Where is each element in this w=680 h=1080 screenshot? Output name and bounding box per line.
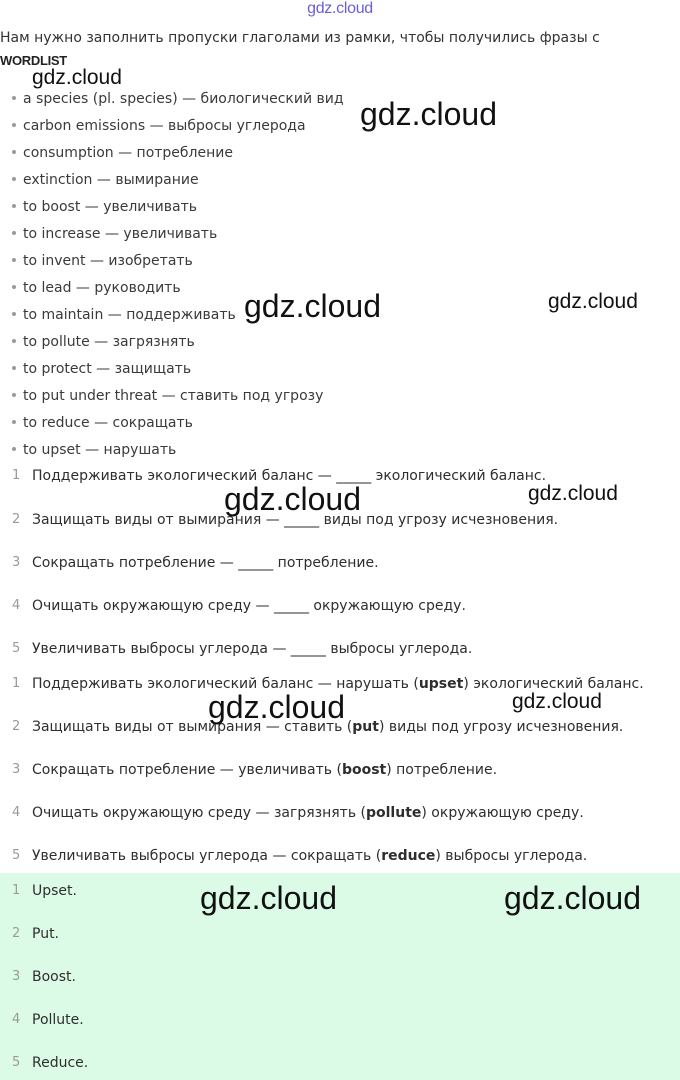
solution-text: Поддерживать экологический баланс — нарушать (upset) экологический баланс. bbox=[32, 676, 644, 692]
wordlist-item: to put under threat — ставить под угрозу bbox=[12, 388, 323, 404]
answer-text: Upset. bbox=[32, 883, 77, 899]
item-number: 3 bbox=[12, 969, 21, 984]
solution-text: Сокращать потребление — увеличивать (boost) потребление. bbox=[32, 762, 498, 778]
wordlist-item: to pollute — загрязнять bbox=[12, 334, 195, 350]
watermark: gdz.cloud bbox=[512, 690, 602, 713]
task-text: Очищать окружающую среду — _____ окружающую среду. bbox=[32, 598, 466, 614]
bullet-icon bbox=[12, 312, 16, 316]
bullet-icon bbox=[12, 150, 16, 154]
bullet-icon bbox=[12, 258, 16, 262]
bullet-icon bbox=[12, 339, 16, 343]
bullet-icon bbox=[12, 285, 16, 289]
bullet-icon bbox=[12, 177, 16, 181]
watermark: gdz.cloud bbox=[528, 482, 618, 505]
answer-text: Boost. bbox=[32, 969, 76, 985]
intro-text: Нам нужно заполнить пропуски глаголами из рамки, чтобы получились фразы с bbox=[0, 30, 600, 46]
item-number: 4 bbox=[12, 598, 21, 613]
watermark: gdz.cloud bbox=[548, 290, 638, 313]
task-text: Защищать виды от вымирания — _____ виды под угрозу исчезновения. bbox=[32, 512, 559, 528]
watermark: gdz.cloud bbox=[504, 880, 641, 916]
item-number: 1 bbox=[12, 676, 21, 691]
wordlist-item: to invent — изобретать bbox=[12, 253, 193, 269]
wordlist-item: to reduce — сокращать bbox=[12, 415, 193, 431]
solution-text: Защищать виды от вымирания — ставить (put) виды под угрозу исчезновения. bbox=[32, 719, 624, 735]
bullet-icon bbox=[12, 123, 16, 127]
watermark: gdz.cloud bbox=[244, 288, 381, 324]
bullet-icon bbox=[12, 420, 16, 424]
wordlist-item: extinction — вымирание bbox=[12, 172, 199, 188]
watermark: gdz.cloud bbox=[360, 96, 497, 132]
item-number: 2 bbox=[12, 926, 21, 941]
item-number: 4 bbox=[12, 1012, 21, 1027]
item-number: 1 bbox=[12, 883, 21, 898]
wordlist-item: carbon emissions — выбросы углерода bbox=[12, 118, 306, 134]
answer-word: put bbox=[352, 719, 379, 735]
wordlist-item: to maintain — поддерживать bbox=[12, 307, 236, 323]
item-number: 1 bbox=[12, 468, 21, 483]
wordlist-item: to boost — увеличивать bbox=[12, 199, 197, 215]
item-number: 2 bbox=[12, 719, 21, 734]
wordlist-item: to lead — руководить bbox=[12, 280, 181, 296]
bullet-icon bbox=[12, 231, 16, 235]
header-watermark: gdz.cloud bbox=[307, 0, 373, 17]
task-text: Сокращать потребление — _____ потребление. bbox=[32, 555, 379, 571]
watermark: gdz.cloud bbox=[224, 481, 361, 517]
answer-text: Reduce. bbox=[32, 1055, 89, 1071]
item-number: 2 bbox=[12, 512, 21, 527]
task-text: Увеличивать выбросы углерода — _____ выбросы углерода. bbox=[32, 641, 473, 657]
wordlist-item: a species (pl. species) — биологический вид bbox=[12, 91, 344, 107]
item-number: 4 bbox=[12, 805, 21, 820]
bullet-icon bbox=[12, 96, 16, 100]
solution-text: Очищать окружающую среду — загрязнять (pollute) окружающую среду. bbox=[32, 805, 584, 821]
item-number: 3 bbox=[12, 555, 21, 570]
wordlist-item: to upset — нарушать bbox=[12, 442, 176, 458]
watermark: gdz.cloud bbox=[208, 689, 345, 725]
watermark: gdz.cloud bbox=[200, 880, 337, 916]
item-number: 5 bbox=[12, 848, 21, 863]
item-number: 3 bbox=[12, 762, 21, 777]
item-number: 5 bbox=[12, 1055, 21, 1070]
answer-word: upset bbox=[418, 676, 464, 692]
item-number: 5 bbox=[12, 641, 21, 656]
bullet-icon bbox=[12, 393, 16, 397]
task-text: Поддерживать экологический баланс — _____ экологический баланс. bbox=[32, 468, 547, 484]
bullet-icon bbox=[12, 447, 16, 451]
wordlist-item: to protect — защищать bbox=[12, 361, 191, 377]
wordlist-item: consumption — потребление bbox=[12, 145, 233, 161]
watermark: gdz.cloud bbox=[32, 66, 122, 89]
answer-word: boost bbox=[341, 762, 387, 778]
answer-text: Pollute. bbox=[32, 1012, 84, 1028]
bullet-icon bbox=[12, 366, 16, 370]
wordlist-title: WORDLIST bbox=[0, 53, 67, 68]
wordlist-item: to increase — увеличивать bbox=[12, 226, 217, 242]
bullet-icon bbox=[12, 204, 16, 208]
answer-text: Put. bbox=[32, 926, 60, 942]
answer-word: reduce bbox=[381, 848, 436, 864]
answer-word: pollute bbox=[365, 805, 422, 821]
solution-text: Увеличивать выбросы углерода — сокращать (reduce) выбросы углерода. bbox=[32, 848, 588, 864]
